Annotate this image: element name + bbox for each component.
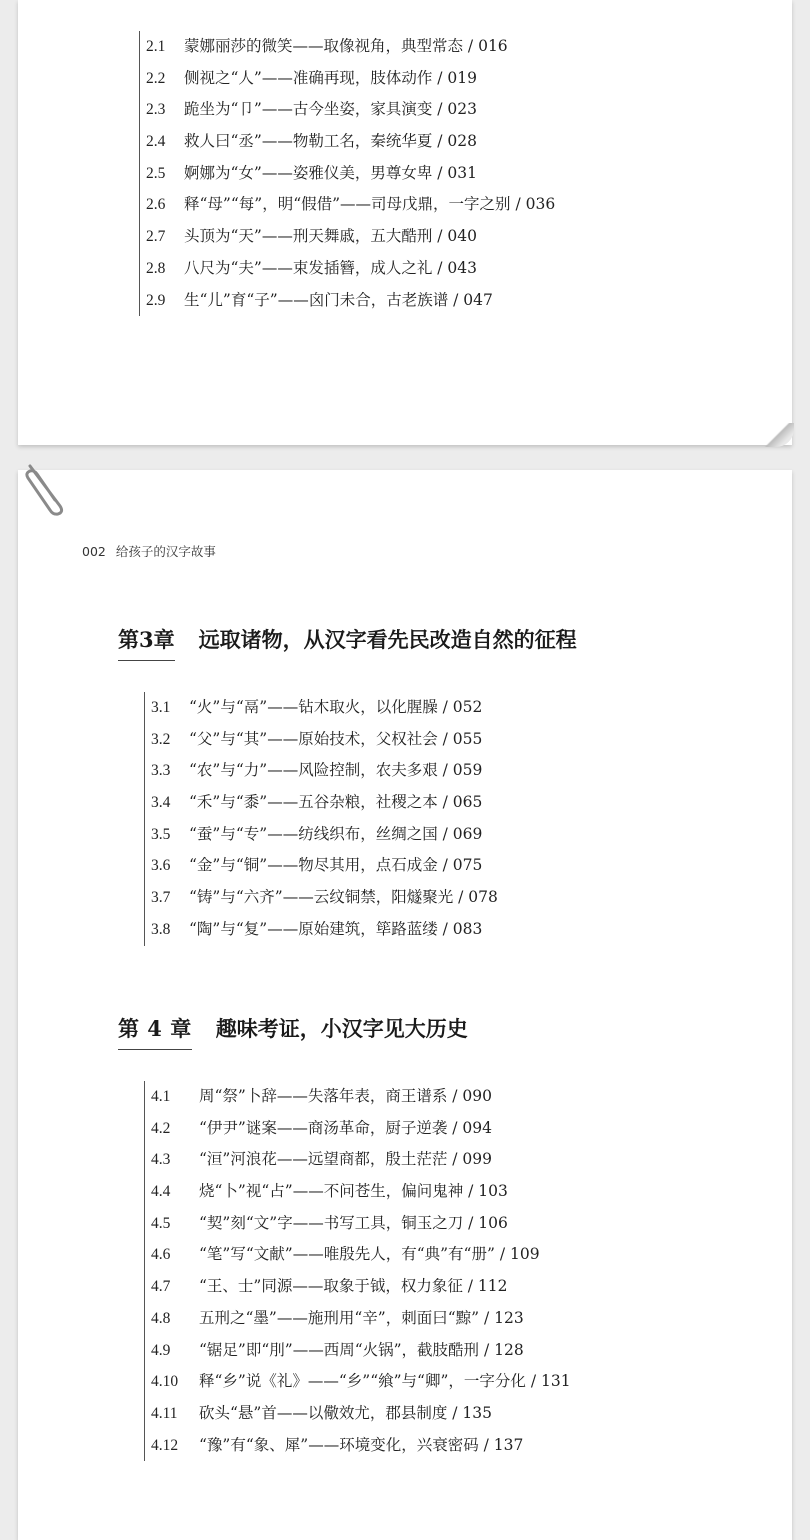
toc-entry-number: 4.8 (151, 1309, 171, 1327)
toc-entry (151, 787, 498, 819)
toc-entry-text: 头顶为“天”——刑天舞戚，五大酷刑 / 040 (184, 227, 478, 246)
toc-entry-text: 砍头“悬”首——以儆效尤，郡县制度 / 135 (199, 1403, 493, 1422)
toc-entry (151, 755, 498, 787)
toc-entry (151, 1144, 571, 1176)
toc-entry-text: “豫”有“象、犀”——环境变化，兴衰密码 / 137 (199, 1435, 524, 1454)
page-number: 002 (82, 544, 106, 559)
toc-entry-number: 4.2 (151, 1119, 171, 1137)
toc-entry-text: “火”与“鬲”——钻木取火，以化腥臊 / 052 (189, 698, 483, 716)
toc-entry (151, 850, 498, 882)
toc-entry-number: 4.12 (151, 1436, 179, 1454)
toc-entry-text: “契”刻“文”字——书写工具，铜玉之刀 / 106 (199, 1213, 508, 1232)
toc-entry-number: 3.1 (151, 699, 171, 716)
chapter3-title: 远取诸物，从汉字看先民改造自然的征程 (198, 627, 577, 652)
toc-entry (146, 221, 555, 253)
toc-entry-number: 4.10 (151, 1373, 179, 1391)
toc-entry-text: “洹”河浪花——远望商都，殷土茫茫 / 099 (199, 1150, 493, 1169)
toc-entry-text: 生“儿”育“子”——囟门未合，古老族谱 / 047 (184, 290, 493, 309)
toc-entry-text: 救人曰“丞”——物勒工名，秦统华夏 / 028 (184, 132, 478, 151)
toc-entry-text: 跪坐为“卩”——古今坐姿，家具演变 / 023 (184, 100, 478, 119)
toc-entry (151, 724, 498, 756)
toc-entry-number: 4.11 (151, 1404, 178, 1422)
chapter4-title: 趣味考证，小汉字见大历史 (215, 1016, 468, 1041)
toc-entry-text: 周“祭”卜辞——失落年表，商王谱系 / 090 (199, 1087, 493, 1105)
toc-entry-number: 2.7 (146, 228, 166, 246)
book-title: 给孩子的汉字故事 (115, 544, 216, 559)
toc-entry (151, 1430, 571, 1462)
toc-entry-text: “笔”写“文献”——唯殷先人，有“典”有“册” / 109 (199, 1245, 540, 1264)
toc-entry-text: “金”与“铜”——物尽其用，点石成金 / 075 (189, 856, 483, 875)
toc-entry-text: “王、士”同源——取象于钺，权力象征 / 112 (199, 1277, 508, 1296)
toc-entry (151, 1208, 571, 1240)
toc-entry (151, 1398, 571, 1430)
toc-entry (146, 63, 555, 95)
toc-entry-text: 释“乡”说《礼》——“乡”“飨”与“卿”，一字分化 / 131 (199, 1372, 571, 1391)
toc-entry-number: 4.5 (151, 1214, 171, 1232)
toc-entry (146, 94, 555, 126)
toc-entry-text: 烧“卜”视“占”——不问苍生，偏问鬼神 / 103 (199, 1182, 508, 1201)
toc-entry-number: 3.6 (151, 857, 171, 875)
toc-entry (151, 819, 498, 851)
toc-entry-text: “蚕”与“专”——纺线织布，丝绸之国 / 069 (189, 824, 483, 843)
toc-entry (151, 914, 498, 946)
toc-entry-number: 4.4 (151, 1183, 171, 1201)
toc-list-chapter4 (144, 1081, 571, 1461)
toc-entry-text: “农”与“力”——风险控制，农夫多艰 / 059 (189, 761, 483, 780)
toc-entry-number: 4.3 (151, 1151, 171, 1169)
toc-entry (146, 253, 555, 285)
toc-entry (151, 1176, 571, 1208)
toc-entry-number: 2.9 (146, 291, 166, 309)
toc-entry-text: 释“母”“每”，明“假借”——司母戊鼎，一字之别 / 036 (184, 195, 556, 214)
toc-list-chapter3 (144, 692, 498, 946)
toc-entry (146, 158, 555, 190)
toc-entry-text: “父”与“其”——原始技术，父权社会 / 055 (189, 729, 483, 748)
toc-entry (151, 1081, 571, 1113)
toc-entry-text: 蒙娜丽莎的微笑——取像视角，典型常态 / 016 (184, 37, 508, 55)
toc-entry-number: 2.6 (146, 196, 166, 214)
toc-entry-number: 2.1 (146, 38, 166, 55)
chapter4-label: 第 4 章 (118, 1013, 192, 1050)
toc-entry-text: “铸”与“六齐”——云纹铜禁，阳燧聚光 / 078 (189, 888, 498, 907)
toc-entry-number: 2.8 (146, 259, 166, 277)
toc-entry-number: 3.4 (151, 794, 171, 812)
toc-entry (151, 1271, 571, 1303)
toc-entry (151, 1366, 571, 1398)
page-curl (760, 423, 794, 447)
toc-entry-text: 侧视之“人”——准确再现，肢体动作 / 019 (184, 68, 478, 87)
chapter4-heading (118, 1013, 468, 1050)
toc-entry (151, 1113, 571, 1145)
toc-entry-text: “锯足”即“刖”——西周“火锅”，截肢酷刑 / 128 (199, 1340, 524, 1359)
toc-entry (146, 285, 555, 317)
toc-entry-number: 2.4 (146, 133, 166, 151)
toc-entry (151, 1335, 571, 1367)
toc-entry-number: 3.8 (151, 920, 171, 938)
toc-entry-number: 4.6 (151, 1246, 171, 1264)
toc-entry-number: 2.5 (146, 164, 166, 182)
toc-entry (151, 882, 498, 914)
chapter3-label: 第3章 (118, 624, 175, 661)
toc-entry-text: 婀娜为“女”——姿雅仪美，男尊女卑 / 031 (184, 163, 478, 182)
toc-entry-number: 3.5 (151, 825, 171, 843)
toc-entry-text: “伊尹”谜案——商汤革命，厨子逆袭 / 094 (199, 1118, 493, 1137)
toc-entry (146, 189, 555, 221)
toc-entry (151, 1303, 571, 1335)
toc-entry (151, 692, 498, 724)
toc-entry-text: 八尺为“夫”——束发插簪，成人之礼 / 043 (184, 258, 478, 277)
toc-entry-number: 4.1 (151, 1088, 171, 1105)
chapter3-heading (118, 624, 577, 661)
toc-entry-number: 3.3 (151, 762, 171, 780)
toc-entry (146, 31, 555, 63)
toc-entry-text: 五刑之“墨”——施刑用“辛”，刺面曰“黥” / 123 (199, 1308, 524, 1327)
toc-entry-number: 3.2 (151, 730, 171, 748)
toc-entry-text: “禾”与“黍”——五谷杂粮，社稷之本 / 065 (189, 793, 483, 812)
toc-entry-number: 3.7 (151, 889, 171, 907)
toc-entry (146, 126, 555, 158)
running-header (82, 542, 216, 560)
toc-entry-text: “陶”与“复”——原始建筑，筚路蓝缕 / 083 (189, 919, 483, 938)
toc-entry-number: 4.7 (151, 1278, 171, 1296)
toc-entry-number: 4.9 (151, 1341, 171, 1359)
toc-entry-number: 2.2 (146, 69, 166, 87)
paperclip-icon (22, 460, 68, 516)
toc-entry-number: 2.3 (146, 101, 166, 119)
toc-list-chapter2 (139, 31, 555, 316)
toc-entry (151, 1239, 571, 1271)
